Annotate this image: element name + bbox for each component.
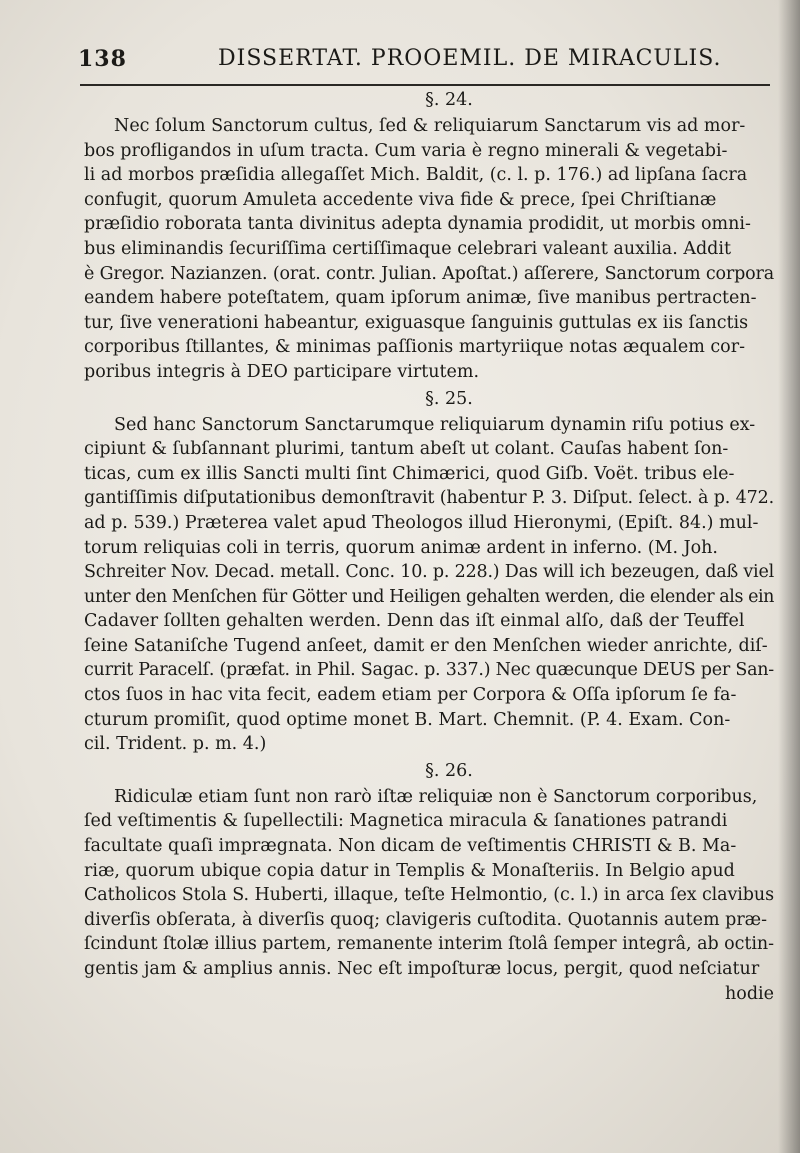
text-line: facultate quaſi imprægnata. Non dicam de veſtimentis CHRISTI & B. Ma-: [84, 836, 737, 857]
text-line: confugit, quorum Amuleta accedente viva fide & prece, ſpei Chriſtianæ: [84, 189, 717, 210]
text-line: Schreiter Nov. Decad. metall. Conc. 10. p. 228.) Das will ich bezeugen, daß viel: [84, 562, 774, 583]
text-line: ſeine Sataniſche Tugend anſeet, damit er den Menſchen wieder anrichte, diſ-: [84, 635, 768, 656]
text-line: gentis jam & amplius annis. Nec eſt impoſturæ locus, pergit, quod neſciatur: [84, 959, 760, 979]
body-text: [84, 86, 774, 1006]
section-mark-25: §. 25.: [425, 388, 473, 409]
text-line: Catholicos Stola S. Huberti, illaque, teſte Helmontio, (c. l.) in arca ſex clavibus: [84, 885, 774, 906]
text-line: Cadaver ſollten gehalten werden. Denn das iſt einmal alſo, daß der Teuffel: [84, 611, 745, 632]
text-line: ad p. 539.) Præterea valet apud Theologos illud Hieronymi, (Epiſt. 84.) mul-: [84, 512, 759, 533]
text-line: riæ, quorum ubique copia datur in Templis & Monaſteriis. In Belgio apud: [84, 860, 735, 881]
text-line: ſcindunt ſtolæ illius partem, remanente interim ſtolâ ſemper integrâ, ab octin-: [84, 934, 774, 955]
page-header: [78, 40, 768, 80]
text-line: diverſis obſerata, à diverſis quoq; clavigeris cuſtodita. Quotannis autem præ-: [84, 909, 768, 930]
running-head: DISSERTAT. PROOEMIL. DE MIRACULIS.: [218, 46, 722, 71]
page-number: 138: [78, 46, 127, 72]
text-line: è Gregor. Nazianzen. (orat. contr. Julian. Apoſtat.) aſſerere, Sanctorum corpora: [84, 263, 774, 284]
text-line: corporibus ſtillantes, & minimas paſſionis martyriique notas æqualem cor-: [84, 337, 745, 358]
text-line: currit Paracelſ. (præfat. in Phil. Sagac. p. 337.) Nec quæcunque DEUS per San-: [84, 660, 774, 681]
text-line: li ad morbos præſidia allegaſſet Mich. Baldit, (c. l. p. 176.) ad lipſana ſacra: [84, 165, 748, 186]
text-line: cturum promiſit, quod optime monet B. Mart. Chemnit. (P. 4. Exam. Con-: [84, 709, 731, 730]
text-line: Ridiculæ etiam ſunt non rarò iſtæ reliquiæ non è Sanctorum corporibus,: [114, 786, 758, 807]
text-line: cipiunt & ſubſannant plurimi, tantum abeſt ut colant. Cauſas habent ſon-: [84, 439, 729, 460]
text-line: poribus integris à DEO participare virtutem.: [84, 361, 480, 382]
text-line: eandem habere poteſtatem, quam ipſorum animæ, ſive manibus pertracten-: [84, 288, 757, 309]
text-line: gantiſſimis diſputationibus demonſtravit (habentur P. 3. Diſput. ſelect. à p. 472.: [84, 488, 774, 509]
text-line: unter den Menſchen für Götter und Heiligen gehalten werden, die elender als ein: [84, 586, 774, 607]
text-line: Nec ſolum Sanctorum cultus, ſed & reliquiarum Sanctarum vis ad mor-: [114, 116, 746, 136]
text-line: cil. Trident. p. m. 4.): [84, 734, 267, 755]
section-mark-26: §. 26.: [425, 760, 473, 781]
text-line: tur, ſive venerationi habeantur, exiguasque ſanguinis guttulas ex iis ſanctis: [84, 312, 749, 333]
text-line: bos profligandos in uſum tracta. Cum varia è regno minerali & vegetabi-: [84, 140, 728, 161]
text-line: torum reliquias coli in terris, quorum animæ ardent in inferno. (M. Joh.: [84, 537, 718, 558]
page-gutter-shadow: [778, 0, 800, 1153]
text-line: bus eliminandis ſecuriſſima certiſſimaque celebrari valeant auxilia. Addit: [84, 238, 732, 259]
text-line: ticas, cum ex illis Sancti multi ſint Chimærici, quod Giſb. Voët. tribus ele-: [84, 463, 735, 484]
text-line: ctos ſuos in hac vita fecit, eadem etiam per Corpora & Oſſa ipſorum ſe fa-: [84, 685, 737, 706]
text-line: Sed hanc Sanctorum Sanctarumque reliquiarum dynamin riſu potius ex-: [114, 414, 756, 435]
catchword: hodie: [725, 983, 774, 1004]
section-mark-24: §. 24.: [425, 90, 473, 110]
text-line: ſed veſtimentis & ſupellectili: Magnetica miracula & ſanationes patrandi: [84, 811, 728, 832]
text-line: præſidio roborata tanta divinitus adepta dynamia prodidit, ut morbis omni-: [84, 214, 751, 235]
